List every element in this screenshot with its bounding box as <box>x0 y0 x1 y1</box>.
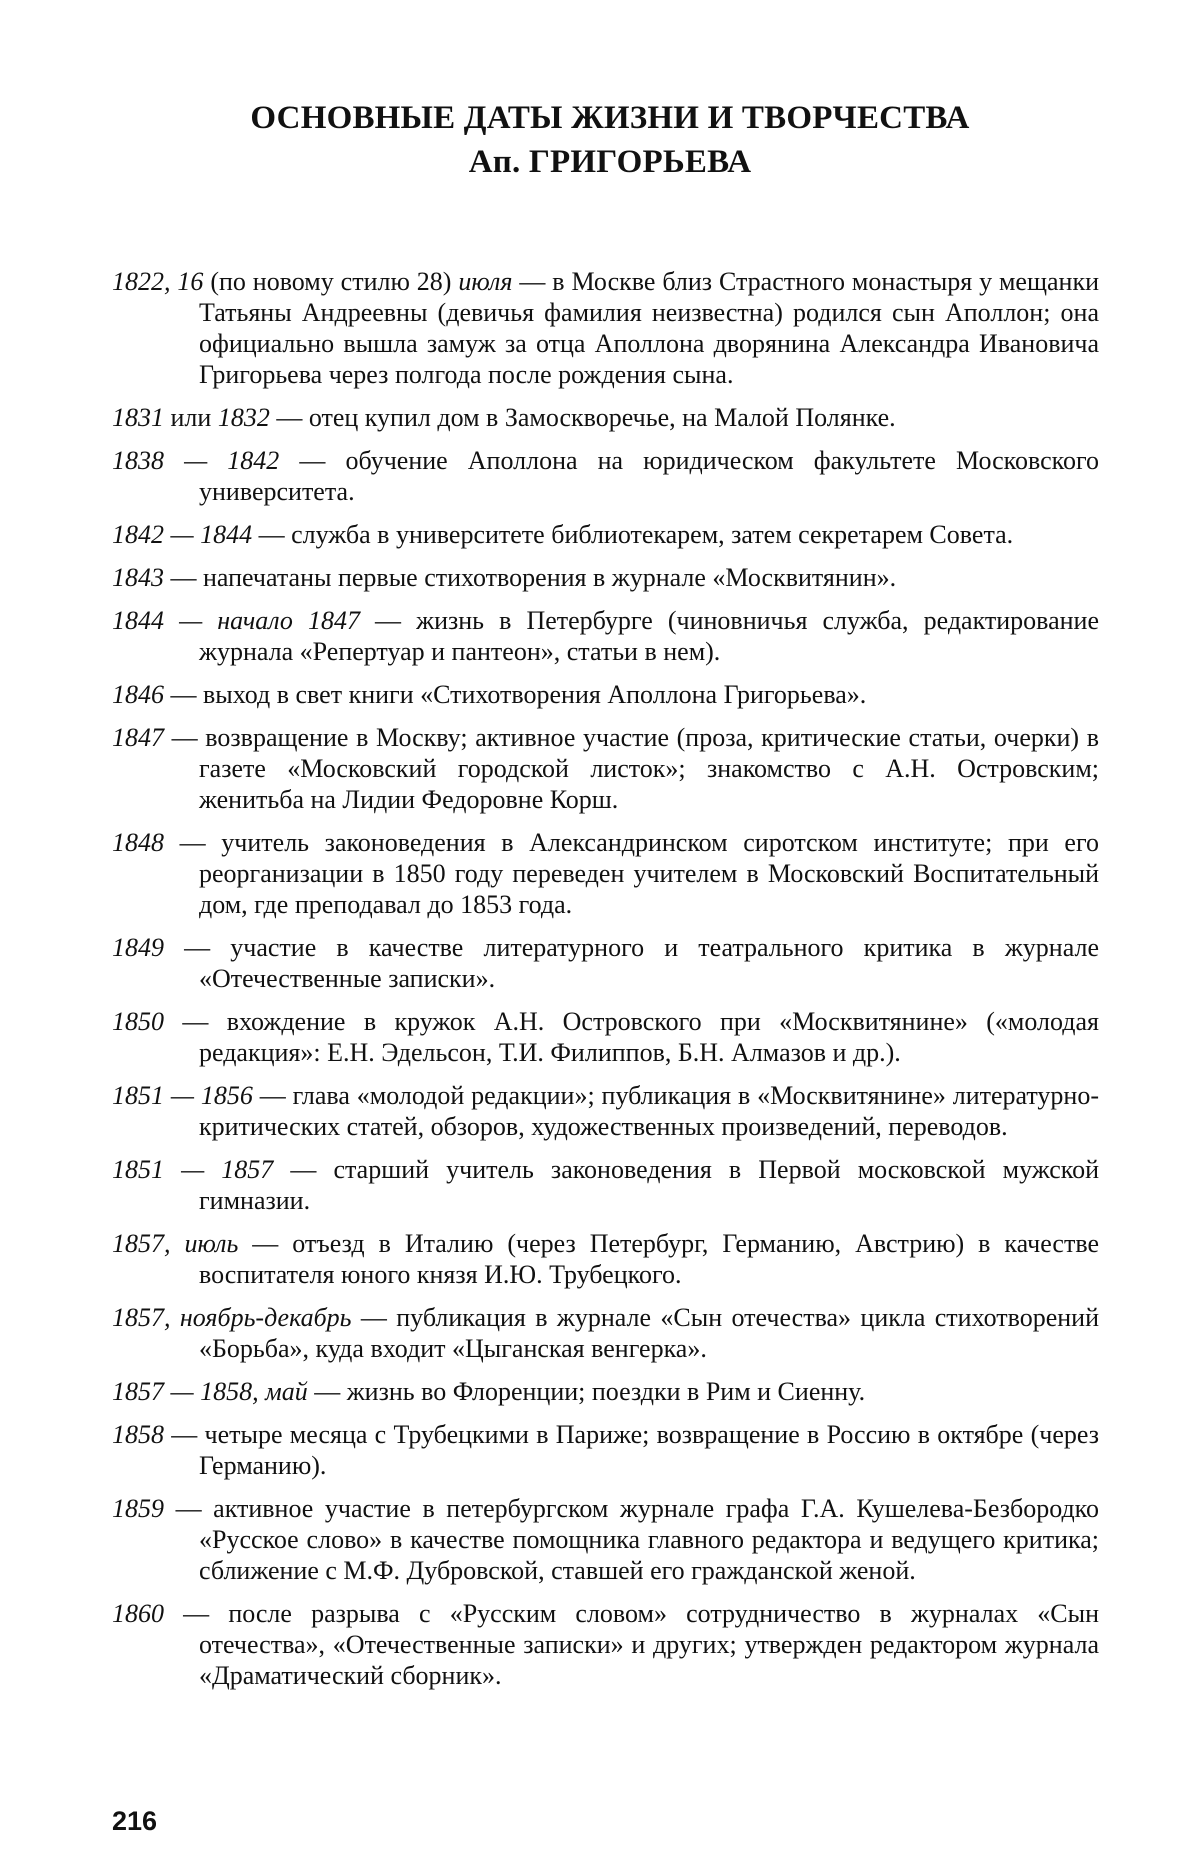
entry-date: 1842 — 1844 <box>112 520 253 549</box>
entry-date-secondary: 1832 <box>217 403 270 432</box>
entry-date: 1859 <box>112 1494 164 1523</box>
entry-date: 1858 <box>112 1420 164 1449</box>
chronology-entry <box>112 932 1099 994</box>
entry-text: — напечатаны первые стихотворения в журнале «Москвитянин». <box>164 563 897 592</box>
entry-date: 1846 <box>112 680 164 709</box>
entry-date: 1857, ноябрь-декабрь <box>112 1303 352 1332</box>
entry-text: — учитель законоведения в Александринском сиротском институте; при его реорганизации в 1850 году переведен учителем в Московский Воспитательный дом, где преподавал до 1853 года. <box>164 828 1099 919</box>
chronology-entry <box>112 1493 1099 1586</box>
chronology-entry <box>112 402 1099 433</box>
entry-text: или <box>164 403 218 432</box>
entry-text: — активное участие в петербургском журнале графа Г.А. Кушелева-Безбородко «Русское слово» в качестве помощника главного редактора и ведущего критика; сближение с М.Ф. Дубровской, ставшей его гражданской женой. <box>164 1494 1099 1585</box>
entry-text: — вхождение в кружок А.Н. Островского при «Москвитянине» («молодая редакция»: Е.Н. Эдельсон, Т.И. Филиппов, Б.Н. Алмазов и др.). <box>164 1007 1099 1067</box>
chronology-entry <box>112 722 1099 815</box>
chronology-entry <box>112 679 1099 710</box>
chapter-title-line-2: Ап. ГРИГОРЬЕВА <box>468 144 752 180</box>
entry-text: — возвращение в Москву; активное участие (проза, критические статьи, очерки) в газете «Московский городской листок»; знакомство с А.Н. Островским; женитьба на Лидии Федоровне Корш. <box>164 723 1099 814</box>
chronology-entry <box>112 519 1099 550</box>
entry-date: 1822, 16 <box>112 267 204 296</box>
entry-date: 1857, июль <box>112 1229 239 1258</box>
entry-date: 1850 <box>112 1007 164 1036</box>
entry-date: 1831 <box>112 403 164 432</box>
entry-text-secondary: — отец купил дом в Замоскворечье, на Малой Полянке. <box>269 403 896 432</box>
entry-date: 1851 — 1856 <box>112 1081 253 1110</box>
chronology-entry <box>112 1419 1099 1481</box>
chronology-entry <box>112 827 1099 920</box>
entry-date: 1849 <box>112 933 164 962</box>
entry-date: 1838 — 1842 <box>112 446 280 475</box>
chapter-title-line-1: ОСНОВНЫЕ ДАТЫ ЖИЗНИ И ТВОРЧЕСТВА <box>250 100 970 136</box>
chronology-entry <box>112 1006 1099 1068</box>
entry-text: — выход в свет книги «Стихотворения Аполлона Григорьева». <box>164 680 867 709</box>
entry-date: 1857 — 1858, май <box>112 1377 308 1406</box>
entry-text: — глава «молодой редакции»; публикация в «Москвитянине» литературно-критических статей, обзоров, художественных произведений, переводов. <box>199 1081 1099 1141</box>
entry-text: — обучение Аполлона на юридическом факультете Московского университета. <box>199 446 1099 506</box>
chronology-entry <box>112 445 1099 507</box>
entry-text: — участие в качестве литературного и театрального критика в журнале «Отечественные записки». <box>164 933 1099 993</box>
chronology-entry <box>112 562 1099 593</box>
entry-date: 1843 <box>112 563 164 592</box>
chronology-entry <box>112 605 1099 667</box>
chronology-entry <box>112 1228 1099 1290</box>
entry-text: — жизнь во Флоренции; поездки в Рим и Сиенну. <box>307 1377 866 1406</box>
entry-text: — отъезд в Италию (через Петербург, Германию, Австрию) в качестве воспитателя юного князя И.Ю. Трубецкого. <box>199 1229 1099 1289</box>
entry-text-secondary: — в Москве близ Страстного монастыря у мещанки Татьяны Андреевны (девичья фамилия неизвестна) родился сын Аполлон; она официально вышла замуж за отца Аполлона дворянина Александра Ивановича Григорьева через полгода после рождения сына. <box>199 267 1099 389</box>
chronology-list <box>112 266 1099 1703</box>
chronology-entry <box>112 1080 1099 1142</box>
entry-text: — четыре месяца с Трубецкими в Париже; возвращение в Россию в октябре (через Германию). <box>164 1420 1099 1480</box>
entry-date: 1847 <box>112 723 164 752</box>
entry-text: — старший учитель законоведения в Первой московской мужской гимназии. <box>199 1155 1099 1215</box>
entry-text: — после разрыва с «Русским словом» сотрудничество в журналах «Сын отечества», «Отечественные записки» и других; утвержден редактором журнала «Драматический сборник». <box>164 1599 1099 1690</box>
entry-date: 1848 <box>112 828 164 857</box>
entry-date: 1851 — 1857 <box>112 1155 274 1184</box>
entry-text: — жизнь в Петербурге (чиновничья служба, редактирование журнала «Репертуар и пантеон», статьи в нем). <box>199 606 1100 666</box>
entry-date: 1844 — начало 1847 <box>112 606 360 635</box>
entry-text: (по новому стилю 28) <box>203 267 459 296</box>
entry-text: — служба в университете библиотекарем, затем секретарем Совета. <box>252 520 1014 549</box>
chapter-title <box>120 96 1100 184</box>
page-number: 216 <box>112 1806 158 1836</box>
entry-text: — публикация в журнале «Сын отечества» цикла стихотворений «Борьба», куда входит «Цыганская венгерка». <box>199 1303 1099 1363</box>
chronology-entry <box>112 1598 1099 1691</box>
chronology-entry <box>112 1376 1099 1407</box>
chronology-entry <box>112 266 1099 390</box>
chronology-entry <box>112 1154 1099 1216</box>
entry-date: 1860 <box>112 1599 164 1628</box>
chronology-entry <box>112 1302 1099 1364</box>
entry-date-secondary: июля <box>458 267 513 296</box>
